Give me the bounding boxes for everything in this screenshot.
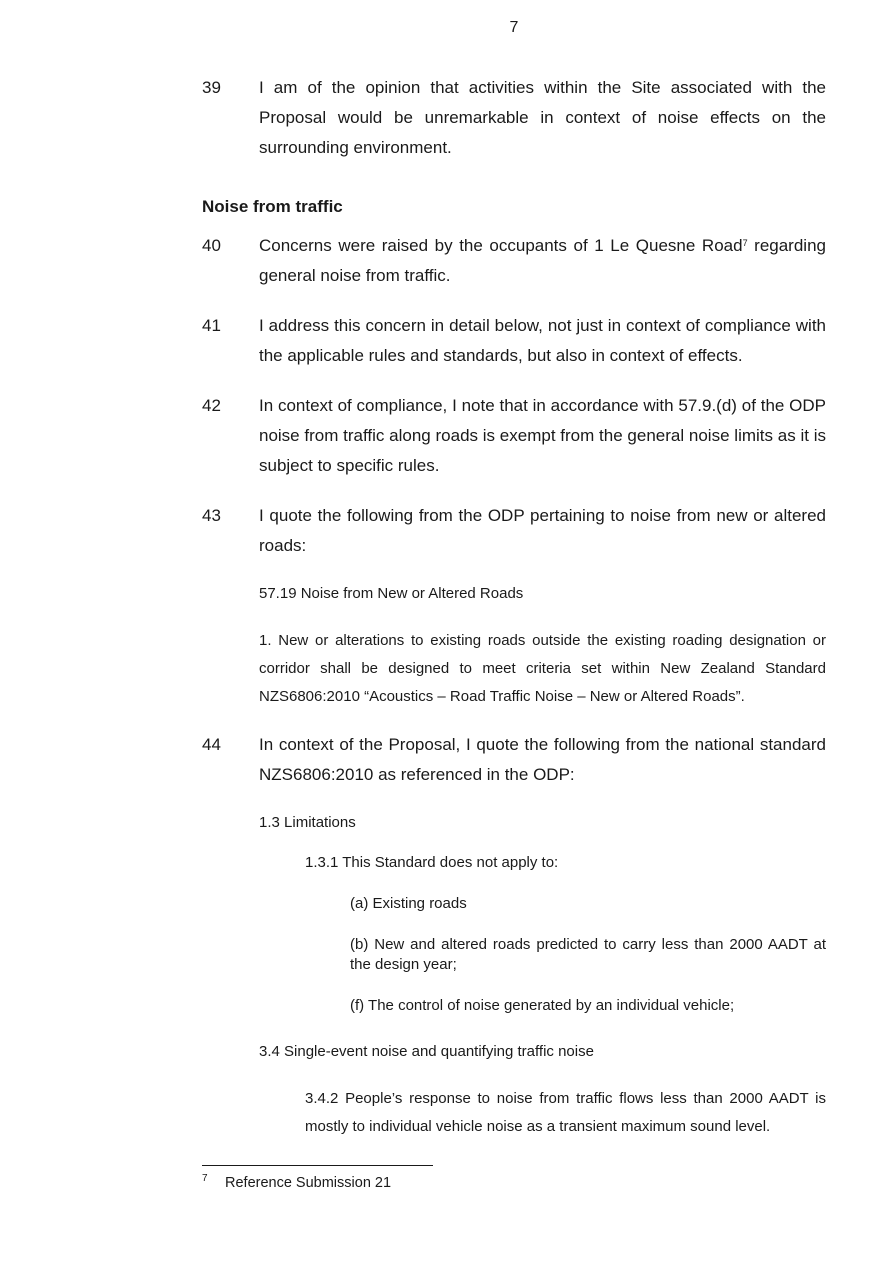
paragraph-number-43: 43 bbox=[202, 506, 221, 525]
paragraph-number-39: 39 bbox=[202, 78, 221, 97]
quote-limitations-sub: 1.3.1 This Standard does not apply to: bbox=[305, 854, 559, 871]
footnote-reference: 7 bbox=[742, 238, 748, 248]
quote-odp-title: 57.19 Noise from New or Altered Roads bbox=[259, 585, 524, 602]
paragraph-44: In context of the Proposal, I quote the following from the national standard NZS6806:2010 as referenced in the ODP: bbox=[259, 735, 826, 784]
quote-limitations-title: 1.3 Limitations bbox=[259, 814, 356, 831]
paragraph-number-40: 40 bbox=[202, 236, 221, 255]
quote-single-event-text: 3.4.2 People’s response to noise from traffic flows less than 2000 AADT is mostly to individual vehicle noise as a transient maximum sound level. bbox=[305, 1090, 826, 1135]
paragraph-number-42: 42 bbox=[202, 396, 221, 415]
paragraph-42: In context of compliance, I note that in accordance with 57.9.(d) of the ODP noise from traffic along roads is exempt from the general noise limits as it is subject to specific rules. bbox=[259, 396, 826, 475]
paragraph-41: I address this concern in detail below, not just in context of compliance with the applicable rules and standards, but also in context of effects. bbox=[259, 316, 826, 365]
footnote-mark: 7 bbox=[202, 1173, 208, 1184]
paragraph-40-text-start: Concerns were raised by the occupants of 1 Le Quesne Road bbox=[259, 236, 743, 255]
footnote-separator bbox=[202, 1165, 433, 1166]
paragraph-number-41: 41 bbox=[202, 316, 221, 335]
quote-single-event-title: 3.4 Single-event noise and quantifying traffic noise bbox=[259, 1043, 594, 1060]
page-number: 7 bbox=[509, 19, 519, 36]
footnote-text: Reference Submission 21 bbox=[225, 1175, 392, 1191]
paragraph-39: I am of the opinion that activities within the Site associated with the Proposal would be unremarkable in context of noise effects on the surrounding environment. bbox=[259, 78, 826, 157]
paragraph-number-44: 44 bbox=[202, 735, 221, 754]
quote-item-f: (f) The control of noise generated by an individual vehicle; bbox=[350, 997, 735, 1014]
paragraph-40-text-end: regarding general noise from traffic. bbox=[259, 236, 826, 285]
section-heading: Noise from traffic bbox=[202, 197, 343, 216]
paragraph-40 bbox=[259, 231, 826, 291]
quote-item-b: (b) New and altered roads predicted to carry less than 2000 AADT at the design year; bbox=[350, 936, 826, 973]
quote-item-a: (a) Existing roads bbox=[350, 895, 467, 912]
paragraph-43: I quote the following from the ODP pertaining to noise from new or altered roads: bbox=[259, 506, 826, 555]
quote-odp-text: 1. New or alterations to existing roads outside the existing roading designation or corridor shall be designed to meet criteria set within New Zealand Standard NZS6806:2010 “Acoustics – Road Traffic Noise – New or Altered Roads”. bbox=[259, 632, 826, 705]
